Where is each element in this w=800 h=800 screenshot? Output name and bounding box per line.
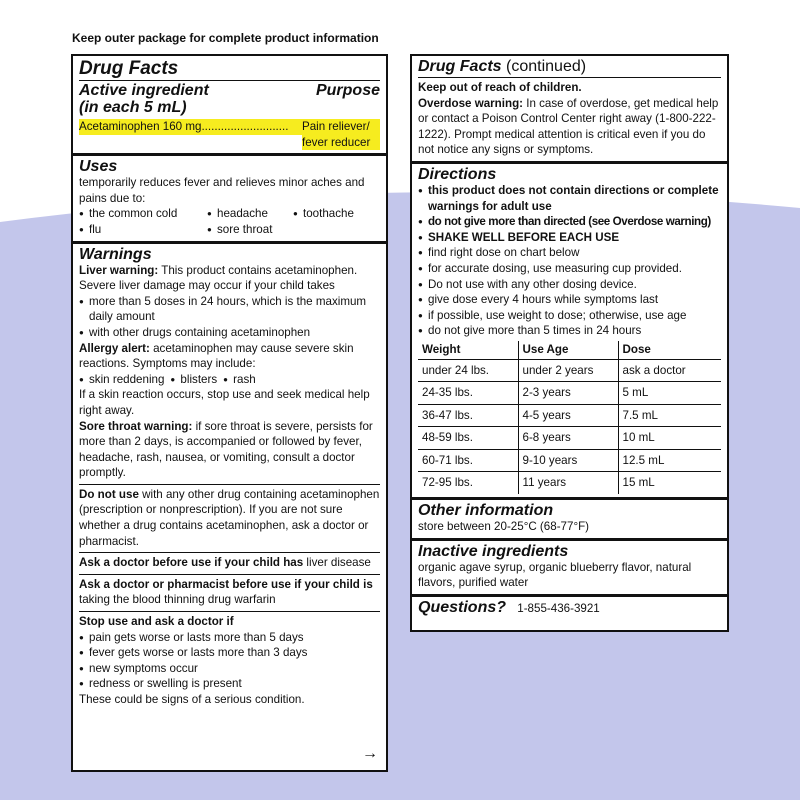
questions-heading: Questions? — [418, 598, 507, 616]
use-item: ● the common cold — [79, 206, 207, 222]
directions-heading: Directions — [418, 165, 497, 183]
table-cell: 72-95 lbs. — [418, 472, 518, 494]
purpose-line-2: fever reducer — [302, 135, 380, 151]
stop-item: ● pain gets worse or lasts more than 5 days — [79, 630, 380, 646]
liver-warning: Liver warning: This product contains acetaminophen. Severe liver damage may occur if your child takes — [79, 263, 358, 293]
questions-section — [412, 597, 727, 620]
liver-item: ● more than 5 doses in 24 hours, which is the maximum daily amount — [79, 294, 380, 325]
uses-heading: Uses — [79, 158, 118, 176]
ask-doctor: Ask a doctor before use if your child has liver disease — [79, 552, 380, 571]
allergy-item: ● rash — [223, 372, 256, 388]
table-cell: 10 mL — [618, 427, 721, 450]
stop-use-label: Stop use and ask a doctor if — [79, 615, 234, 629]
package-note: Keep outer package for complete product information — [72, 31, 379, 45]
direction-bold-item: ● this product does not contain directions or complete warnings for adult use — [418, 183, 721, 214]
table-row — [418, 359, 721, 382]
table-header: Weight — [418, 341, 518, 359]
table-row — [418, 382, 721, 405]
table-row — [418, 449, 721, 472]
overdose-warning: Overdose warning: In case of overdose, get medical help or contact a Poison Control Center right away (1-800-222-1222). Prompt medical attention is critical even if you do not notice any signs or symptoms. — [418, 96, 719, 157]
purpose-line-1: Pain reliever/ — [302, 119, 380, 135]
direction-bold-item: ● SHAKE WELL BEFORE EACH USE — [418, 230, 721, 246]
direction-item: ● find right dose on chart below — [418, 245, 721, 261]
uses-section — [73, 156, 386, 243]
table-cell: 48-59 lbs. — [418, 427, 518, 450]
warnings-section — [73, 244, 386, 711]
inactive-text: organic agave syrup, organic blueberry flavor, natural flavors, purified water — [418, 560, 692, 590]
continued-title: Drug Facts (continued) — [418, 58, 587, 75]
drug-facts-continued-panel — [410, 54, 729, 632]
allergy-alert: Allergy alert: acetaminophen may cause severe skin reactions. Symptoms may include: — [79, 341, 354, 371]
ingredient-row — [79, 119, 380, 150]
table-cell: 36-47 lbs. — [418, 404, 518, 427]
direction-item: ● for accurate dosing, use measuring cup provided. — [418, 261, 721, 277]
allergy-item: ● blisters — [170, 372, 217, 388]
ask-pharmacist: Ask a doctor or pharmacist before use if your child is taking the blood thinning drug warfarin — [79, 574, 380, 608]
use-item: ● flu — [79, 222, 207, 238]
table-cell: under 24 lbs. — [418, 359, 518, 382]
other-info-section — [412, 500, 727, 541]
table-cell: 7.5 mL — [618, 404, 721, 427]
uses-text: temporarily reduces fever and relieves minor aches and pains due to: — [79, 176, 365, 205]
table-cell: 4-5 years — [518, 404, 618, 427]
drug-facts-panel — [71, 54, 388, 772]
sore-throat-warning: Sore throat warning: if sore throat is severe, persists for more than 2 days, is accompanied or followed by fever, headache, rash, nausea, or vomiting, consult a doctor promptly. — [79, 419, 373, 480]
table-cell: 24-35 lbs. — [418, 382, 518, 405]
ingredient-line: Acetaminophen 160 mg........................... — [79, 119, 302, 135]
use-item: ● headache — [207, 206, 293, 222]
questions-phone: 1-855-436-3921 — [517, 601, 600, 615]
direction-item: ● give dose every 4 hours while symptoms last — [418, 292, 721, 308]
table-cell: 12.5 mL — [618, 449, 721, 472]
keep-out-text: Keep out of reach of children. — [418, 77, 721, 96]
table-cell: 60-71 lbs. — [418, 449, 518, 472]
table-cell: 15 mL — [618, 472, 721, 494]
table-row — [418, 427, 721, 450]
uses-list — [79, 206, 380, 237]
dosing-table — [418, 341, 721, 494]
direction-bold-item: ● do not give more than directed (see Overdose warning) — [418, 214, 721, 230]
active-ingredient-section — [73, 56, 386, 156]
use-item: ● toothache — [293, 206, 373, 222]
table-cell: 6-8 years — [518, 427, 618, 450]
direction-item: ● Do not use with any other dosing device. — [418, 277, 721, 293]
inactive-heading: Inactive ingredients — [418, 542, 569, 560]
liver-item: ● with other drugs containing acetaminophen — [79, 325, 380, 341]
allergy-item: ● skin reddening — [79, 372, 164, 388]
arrow-right-icon: → — [362, 745, 378, 763]
use-item: ● sore throat — [207, 222, 327, 238]
directions-section — [412, 164, 727, 500]
active-ingredient-subheading: (in each 5 mL) — [79, 99, 187, 116]
table-row — [418, 472, 721, 494]
other-info-heading: Other information — [418, 502, 554, 520]
table-header: Dose — [618, 341, 721, 359]
other-info-text: store between 20-25°C (68-77°F) — [418, 520, 590, 534]
table-header: Use Age — [518, 341, 618, 359]
stop-use — [79, 611, 380, 708]
table-cell: under 2 years — [518, 359, 618, 382]
table-cell: ask a doctor — [618, 359, 721, 382]
stop-item: ● new symptoms occur — [79, 661, 380, 677]
keep-out-section — [412, 56, 727, 164]
do-not-use: Do not use with any other drug containing acetaminophen (prescription or nonprescription). If you are not sure whether a drug contains acetaminophen, ask a doctor or pharmacist. — [79, 484, 380, 549]
table-row — [418, 404, 721, 427]
direction-item: ● do not give more than 5 times in 24 hours — [418, 323, 721, 339]
purpose-heading: Purpose — [315, 82, 380, 99]
stop-item: ● redness or swelling is present — [79, 676, 380, 692]
table-cell: 5 mL — [618, 382, 721, 405]
active-ingredient-heading: Active ingredient — [79, 82, 209, 99]
table-cell: 2-3 years — [518, 382, 618, 405]
table-cell: 11 years — [518, 472, 618, 494]
allergy-items — [79, 372, 380, 388]
table-header-row — [418, 341, 721, 359]
panel-title: Drug Facts — [79, 58, 179, 79]
stop-item: ● fever gets worse or lasts more than 3 days — [79, 645, 380, 661]
inactive-section — [412, 541, 727, 597]
allergy-after: If a skin reaction occurs, stop use and seek medical help right away. — [79, 388, 370, 417]
direction-item: ● if possible, use weight to dose; otherwise, use age — [418, 308, 721, 324]
warnings-heading: Warnings — [79, 245, 152, 263]
table-cell: 9-10 years — [518, 449, 618, 472]
stop-after: These could be signs of a serious condition. — [79, 693, 305, 706]
